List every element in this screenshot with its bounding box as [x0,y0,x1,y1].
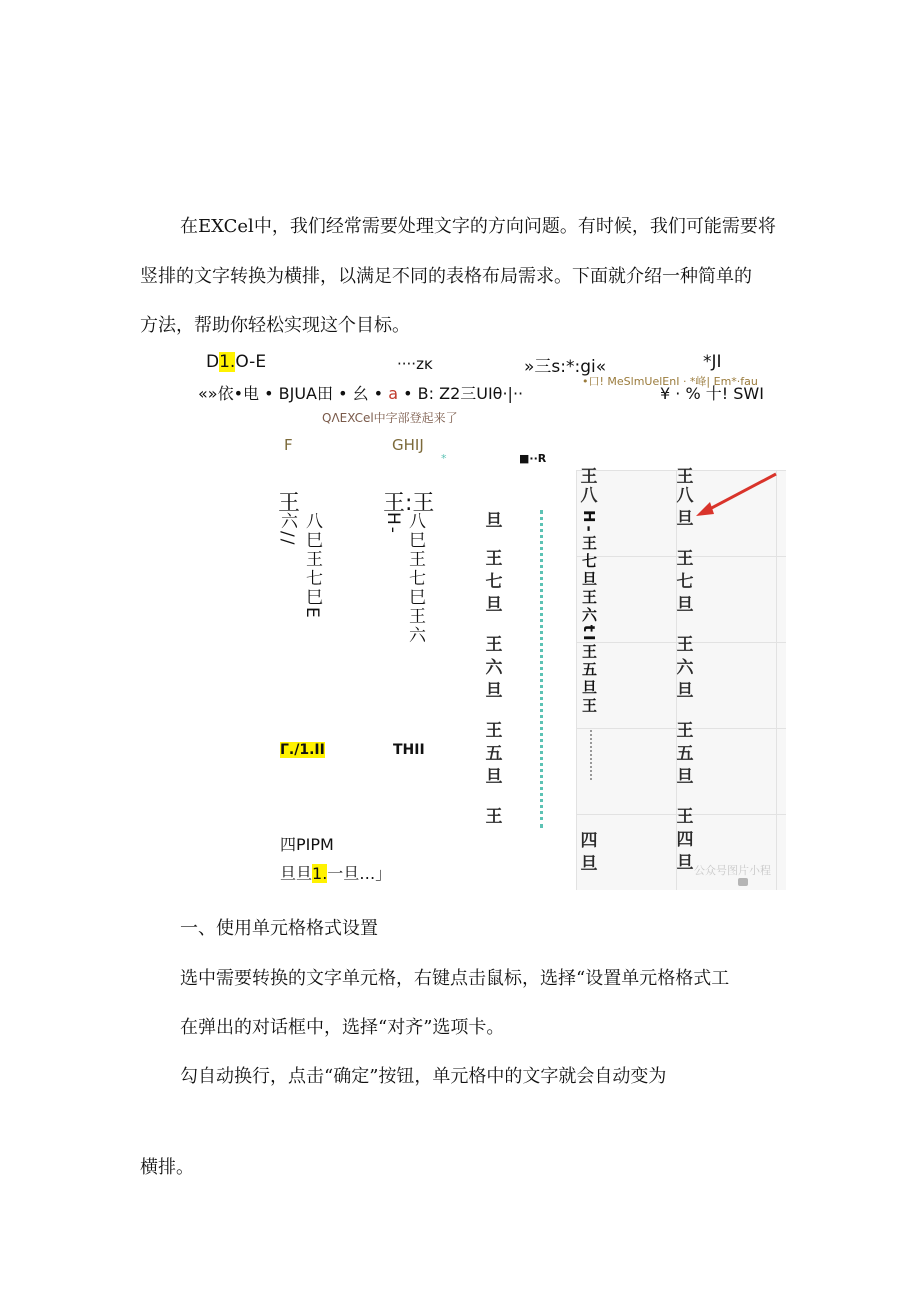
grid-mid-cell: 旦 [580,854,598,874]
grid-right-cell: 王 [676,807,694,827]
grid-left-cell: 旦 [485,511,503,531]
grid-left-cell: 五 [485,744,503,764]
section-heading: 一、使用单元格格式设置 [180,918,378,939]
grid-right-cell: 七 [676,572,694,592]
selection-border [540,510,543,828]
grid-right-cell: 旦 [676,509,694,529]
grid-mid-cell: 王 [580,467,598,487]
grid-right-cell: 王 [676,467,694,487]
grid-left-cell: 王 [485,807,503,827]
grid-right-cell: 旦 [676,767,694,787]
watermark: 公众号图片小程 [694,864,771,877]
grid-mid-cell: 四 [580,831,598,851]
grid-right-cell: 旦 [676,681,694,701]
grid-mid-vertical: H-王七旦王六tI王五旦王 [580,510,598,716]
column-header-f: F [284,436,293,454]
grid-right-cell: 王 [676,635,694,655]
grid-right-cell: 八 [676,486,694,506]
grid-right-cell: 六 [676,658,694,678]
red-arrow-icon [690,470,780,522]
toolbar-text-b: ····zĸ [397,355,433,373]
grid-left-cell: 旦 [485,767,503,787]
vcol1-bottom: Γ./1.II [280,742,325,758]
intro-line-3: 方法，帮助你轻松实现这个目标。 [140,315,410,336]
grid-left-cell: 七 [485,572,503,592]
grid-right-cell: 五 [676,744,694,764]
figure-caption: QΛEXCel中字部登起来了 [322,411,458,425]
grid-left-cell: 旦 [485,595,503,615]
vcol1-top: 王 [278,491,301,516]
vcol2-text: 八巳王七巳王六H- [383,512,425,645]
grid-right-cell: 王 [676,549,694,569]
figure-row-last: 旦旦1.一旦…」 [280,864,392,883]
grid-left-cell: 王 [485,549,503,569]
grid-mid-cell: 八 [580,486,598,506]
toolbar-text-c: »三s:*:gi« [524,357,607,377]
column-header-ghij: GHIJ [392,436,424,454]
grid-right-cell: 旦 [676,595,694,615]
vcol1-text: 八巳王七巳E六// [277,512,322,620]
watermark-logo-icon [738,878,748,886]
grid-left-cell: 王 [485,635,503,655]
grid-right-cell: 旦 [676,853,694,873]
vcol2-bottom: THII [393,742,425,758]
grid-mid-dots [590,730,594,780]
section-paragraph-2: 在弹出的对话框中，选择“对齐”选项卡。 [180,1017,505,1038]
intro-line-1: 在EXCel中，我们经常需要处理文字的方向问题。有时候，我们可能需要将 [180,216,776,237]
toolbar-font-row: «»依•电 • BJUA田 • 幺 • a • B: Z2三UIθ·|·· [198,384,524,403]
toolbar-format-row: •口! MeSlmUelEnI · *峰| Em*·fau [582,375,758,388]
column-header-r: ■··R [519,452,547,465]
intro-line-2: 竖排的文字转换为横排，以满足不同的表格布局需求。下面就介绍一种简单的 [140,266,752,287]
section-paragraph-3: 勾自动换行，点击“确定”按钮，单元格中的文字就会自动变为 [180,1066,667,1087]
star-icon: * [441,452,447,465]
figure-row-four: 四PIPM [280,835,334,854]
vcol2-top: 王:王 [383,491,435,516]
grid-left-cell: 六 [485,658,503,678]
section-paragraph-4: 横排。 [140,1157,194,1178]
grid-left-cell: 王 [485,721,503,741]
toolbar-text-d: *JI [703,352,722,372]
grid-right-cell: 四 [676,830,694,850]
toolbar-cell-ref: D1.O-E [206,352,267,372]
grid-right-cell: 王 [676,721,694,741]
toolbar-number-row: ¥ · % 十! SWI [660,384,764,403]
section-paragraph-1: 选中需要转换的文字单元格，右键点击鼠标，选择“设置单元格格式工 [180,968,730,989]
grid-left-cell: 旦 [485,681,503,701]
